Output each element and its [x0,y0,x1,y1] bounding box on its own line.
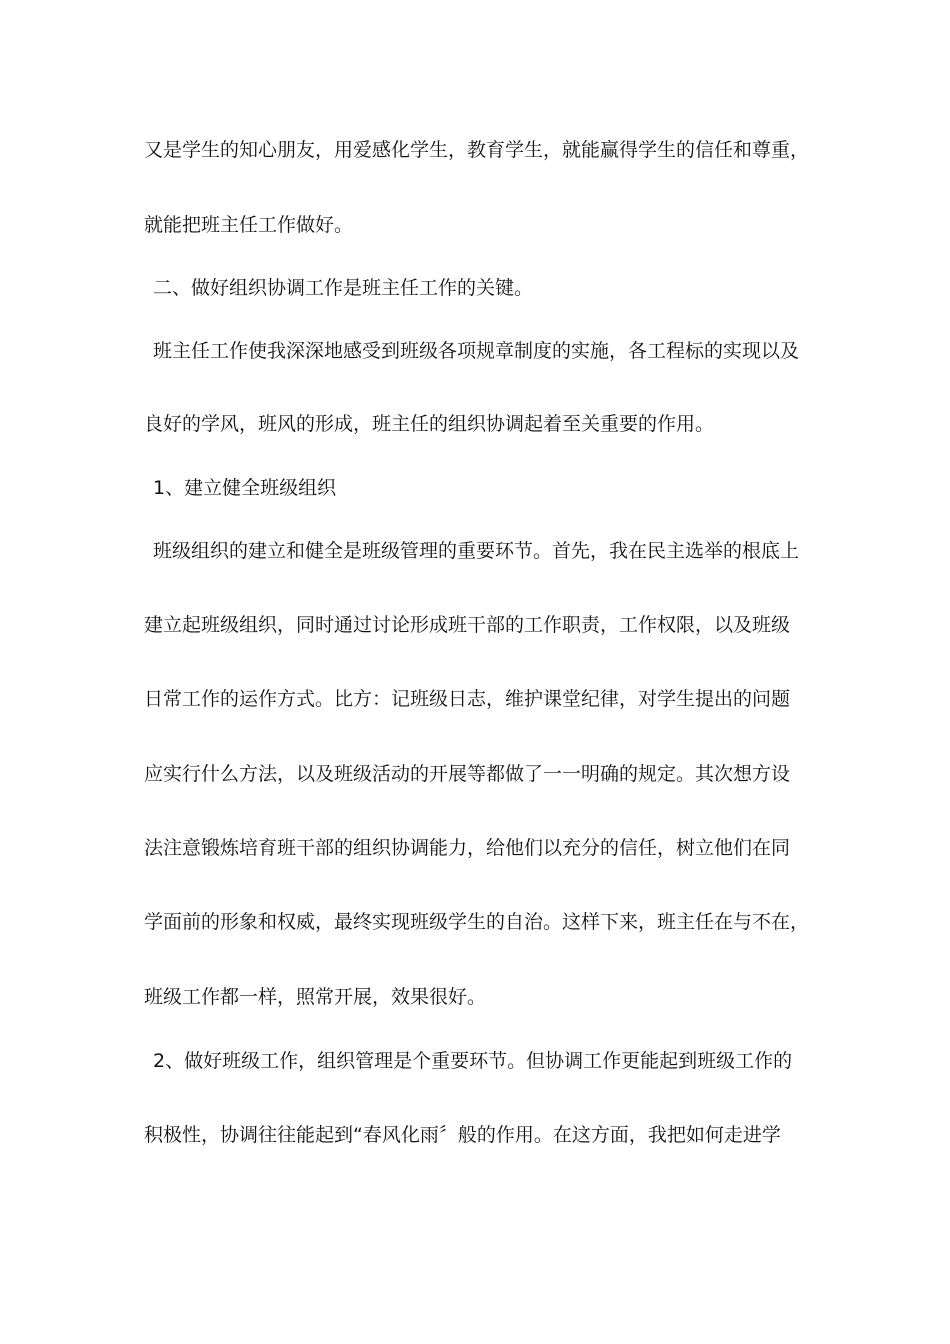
text-line: 2、做好班级工作，组织管理是个重要环节。但协调工作更能起到班级工作的 [153,1050,793,1072]
text-line: 法注意锻炼培育班干部的组织协调能力，给他们以充分的信任，树立他们在同 [144,837,791,859]
text-line: 积极性，协调往往能起到“春风化雨〞般的作用。在这方面，我把如何走进学 [144,1124,781,1146]
subsection-heading: 1、建立健全班级组织 [153,477,337,499]
text-line: 学面前的形象和权威，最终实现班级学生的自治。这样下来，班主任在与不在， [144,911,810,933]
text-line: 又是学生的知心朋友，用爱感化学生，教育学生，就能赢得学生的信任和尊重， [144,139,810,161]
section-heading: 二、做好组织协调工作是班主任工作的关键。 [153,277,534,299]
text-line: 班级工作都一样，照常开展，效果很好。 [144,986,487,1008]
text-line: 良好的学风，班风的形成，班主任的组织协调起着至关重要的作用。 [144,413,715,435]
text-line: 应实行什么方法，以及班级活动的开展等都做了一一明确的规定。其次想方设 [144,763,791,785]
text-line: 日常工作的运作方式。比方：记班级日志，维护课堂纪律，对学生提出的问题 [144,688,791,710]
text-line: 班级组织的建立和健全是班级管理的重要环节。首先，我在民主选举的根底上 [153,540,800,562]
text-line: 就能把班主任工作做好。 [144,214,354,236]
text-line: 建立起班级组织，同时通过讨论形成班干部的工作职责，工作权限，以及班级 [144,614,791,636]
text-line: 班主任工作使我深深地感受到班级各项规章制度的实施，各工程标的实现以及 [153,340,800,362]
